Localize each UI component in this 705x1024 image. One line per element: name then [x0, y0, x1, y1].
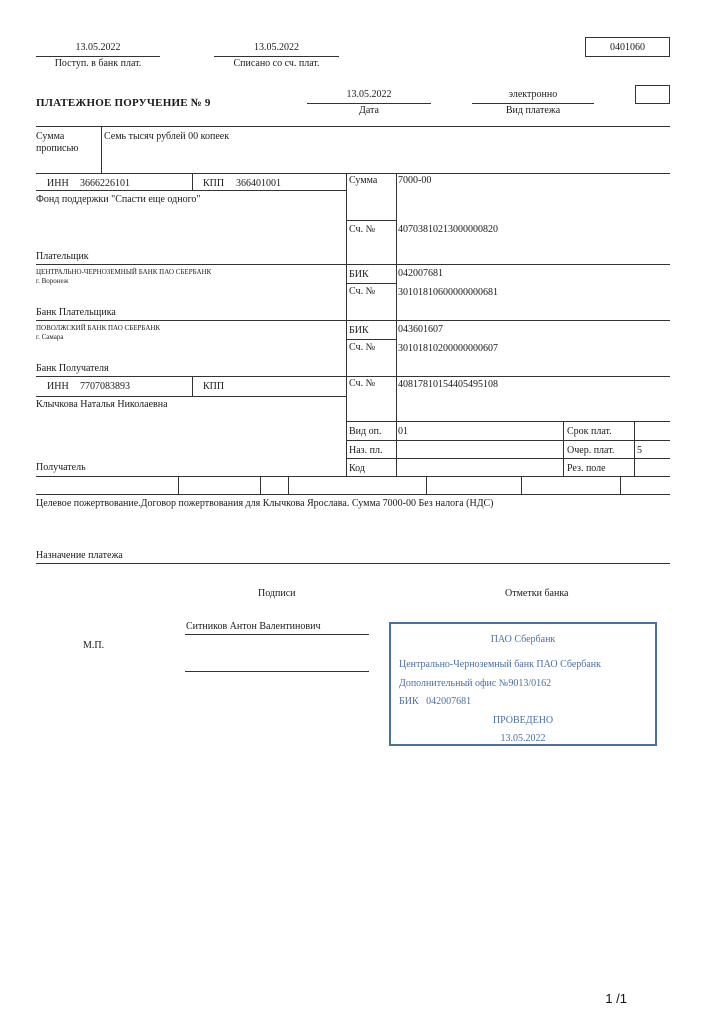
divider [472, 103, 594, 104]
bank-received-label: Поступ. в банк плат. [54, 58, 142, 69]
op-type: 01 [398, 426, 408, 437]
priority-label: Очер. плат. [567, 445, 615, 456]
bank-stamp [389, 622, 657, 746]
recipient-bank-account-label: Сч. № [349, 342, 376, 353]
signer-name: Ситников Антон Валентинович [186, 621, 321, 632]
purpose-code-label: Наз. пл. [349, 445, 383, 456]
stamp-office: Дополнительный офис №9013/0162 [399, 678, 552, 689]
divider [346, 458, 670, 459]
recipient-inn-label: ИНН [47, 381, 69, 392]
signatures-label: Подписи [258, 588, 296, 599]
recipient-inn: 7707083893 [80, 381, 130, 392]
page-title: ПЛАТЕЖНОЕ ПОРУЧЕНИЕ № 9 [36, 97, 211, 109]
reserve-label: Рез. поле [567, 463, 606, 474]
divider [563, 421, 564, 477]
divider [346, 421, 670, 422]
order-date: 13.05.2022 [346, 89, 392, 100]
payer-bank-bik: 042007681 [398, 268, 443, 279]
divider [36, 173, 670, 174]
op-type-label: Вид оп. [349, 426, 382, 437]
stamp-bank-name: ПАО Сбербанк [490, 634, 556, 645]
amount-words-value: Семь тысяч рублей 00 копеек [104, 131, 230, 142]
debited-date: 13.05.2022 [254, 42, 299, 53]
form-code: 0401060 [610, 42, 645, 53]
payer-inn: 3666226101 [80, 178, 130, 189]
signature-line [185, 671, 369, 672]
payer-inn-label: ИНН [47, 178, 69, 189]
recipient-bank-city: г. Самара [36, 333, 64, 341]
purpose-label: Назначение платежа [36, 550, 123, 561]
recipient-bank-account: 30101810200000000607 [398, 343, 498, 354]
payer-account-label: Сч. № [349, 224, 376, 235]
divider [36, 563, 670, 564]
code-label: Код [349, 463, 365, 474]
payer-bank-bik-label: БИК [349, 269, 369, 280]
divider [36, 376, 670, 377]
recipient-bank-label: Банк Получателя [36, 363, 109, 374]
stamp-date: 13.05.2022 [500, 733, 546, 744]
payer-sum: 7000-00 [398, 175, 432, 186]
divider [396, 173, 397, 477]
divider [36, 494, 670, 495]
recipient-bank-bik: 043601607 [398, 324, 443, 335]
divider [346, 173, 347, 477]
stamp-bik: БИК 042007681 [399, 696, 472, 707]
divider [36, 320, 670, 321]
empty-code-box [635, 85, 670, 104]
payer-label: Плательщик [36, 251, 89, 262]
stamp-place-label: М.П. [83, 640, 105, 651]
payer-name: Фонд поддержки "Спасти еще одного" [36, 194, 201, 205]
payer-bank-account: 30101810600000000681 [398, 287, 498, 298]
divider [260, 476, 261, 494]
divider [192, 376, 193, 396]
recipient-account-label: Сч. № [349, 378, 376, 389]
divider [36, 56, 160, 57]
divider [426, 476, 427, 494]
debited-label: Списано со сч. плат. [233, 58, 320, 69]
payer-sum-label: Сумма [349, 175, 378, 186]
due-label: Срок плат. [567, 426, 612, 437]
bank-marks-label: Отметки банка [505, 588, 569, 599]
payer-bank-name: ЦЕНТРАЛЬНО-ЧЕРНОЗЕМНЫЙ БАНК ПАО СБЕРБАНК [36, 268, 212, 276]
divider [521, 476, 522, 494]
divider [307, 103, 431, 104]
form-code-box [585, 37, 670, 57]
recipient-bank-bik-label: БИК [349, 325, 369, 336]
recipient-label: Получатель [36, 462, 86, 473]
divider [346, 440, 670, 441]
recipient-account: 40817810154405495108 [398, 379, 498, 390]
stamp-status: ПРОВЕДЕНО [492, 715, 554, 726]
payment-type-label: Вид платежа [505, 105, 561, 116]
payer-kpp: 366401001 [236, 178, 281, 189]
payer-bank-label: Банк Плательщика [36, 307, 116, 318]
divider [36, 476, 670, 477]
divider [36, 126, 670, 127]
stamp-branch: Центрально-Черноземный банк ПАО Сбербанк [399, 659, 602, 670]
page-indicator: 1 /1 [605, 991, 627, 1006]
amount-words-label: Сумма прописью [36, 131, 79, 154]
divider [178, 476, 179, 494]
divider [192, 173, 193, 190]
recipient-name: Клычкова Наталья Николаевна [36, 399, 168, 410]
divider [288, 476, 289, 494]
payer-bank-city: г. Воронеж [36, 277, 69, 285]
divider [36, 396, 346, 397]
priority-value: 5 [637, 445, 642, 456]
recipient-kpp-label: КПП [203, 381, 225, 392]
divider [634, 421, 635, 477]
divider [101, 126, 102, 173]
divider [36, 190, 346, 191]
signature-line [185, 634, 369, 635]
divider [214, 56, 339, 57]
divider [346, 339, 396, 340]
divider [346, 220, 396, 221]
bank-received-date: 13.05.2022 [75, 42, 121, 53]
payer-bank-account-label: Сч. № [349, 286, 376, 297]
payer-account: 40703810213000000820 [398, 224, 498, 235]
payer-kpp-label: КПП [203, 178, 225, 189]
payment-type: электронно [508, 89, 558, 100]
divider [346, 283, 396, 284]
recipient-bank-name: ПОВОЛЖСКИЙ БАНК ПАО СБЕРБАНК [36, 324, 161, 332]
divider [620, 476, 621, 494]
divider [36, 264, 670, 265]
order-date-label: Дата [359, 105, 379, 116]
purpose-text: Целевое пожертвование.Договор пожертвования для Клычкова Ярослава. Сумма 7000-00 Без налога (НДС) [36, 498, 494, 509]
